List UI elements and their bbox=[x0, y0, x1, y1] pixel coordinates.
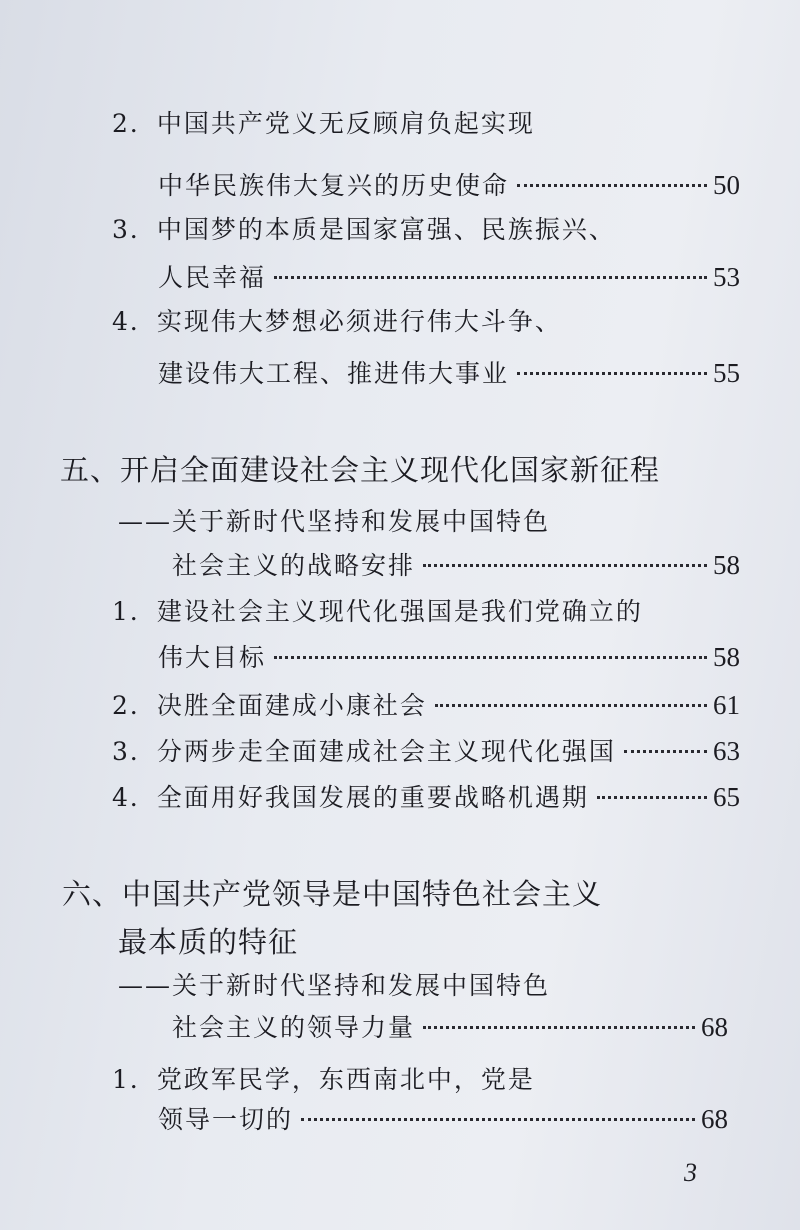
section-6-item-1-line-2: 领导一切的 bbox=[158, 1105, 294, 1134]
folio-page-number: 3 bbox=[684, 1158, 697, 1187]
toc-item-4-line-1: 4．实现伟大梦想必须进行伟大斗争、 bbox=[112, 307, 562, 336]
page-number: 61 bbox=[713, 690, 740, 720]
page-number: 55 bbox=[713, 358, 740, 388]
section-6-subtitle-entry[interactable] bbox=[172, 1012, 728, 1044]
leader-dots bbox=[517, 184, 707, 187]
section-5-title[interactable]: 五、开启全面建设社会主义现代化国家新征程 bbox=[60, 453, 661, 487]
section-6-item-1-line-1: 1．党政军民学，东西南北中，党是 bbox=[112, 1065, 535, 1094]
toc-item-4-line-2: 建设伟大工程、推进伟大事业 bbox=[158, 359, 510, 388]
section-5-item-1-line-1: 1．建设社会主义现代化强国是我们党确立的 bbox=[112, 597, 643, 626]
toc-item-4-entry[interactable] bbox=[158, 358, 740, 390]
section-5-subtitle-line-1: ——关于新时代坚持和发展中国特色 bbox=[118, 507, 551, 536]
section-5-item-4-entry[interactable] bbox=[112, 782, 740, 814]
toc-item-3-line-2: 人民幸福 bbox=[158, 263, 267, 292]
leader-dots bbox=[624, 750, 707, 753]
section-5-subtitle-line-2: 社会主义的战略安排 bbox=[172, 551, 416, 580]
toc-item-3-entry[interactable] bbox=[158, 262, 740, 294]
page-number: 53 bbox=[713, 262, 740, 292]
leader-dots bbox=[301, 1118, 695, 1121]
page-number: 63 bbox=[713, 736, 740, 766]
leader-dots bbox=[274, 276, 707, 279]
leader-dots bbox=[423, 564, 707, 567]
toc-item-2-entry[interactable] bbox=[158, 170, 740, 202]
section-5-item-3-label: 3．分两步走全面建成社会主义现代化强国 bbox=[112, 737, 616, 766]
section-6-subtitle-line-2: 社会主义的领导力量 bbox=[172, 1013, 416, 1042]
section-5-item-2-entry[interactable] bbox=[112, 690, 740, 722]
section-6-title-line-2[interactable]: 最本质的特征 bbox=[118, 925, 299, 959]
leader-dots bbox=[423, 1026, 695, 1029]
section-5-item-1-entry[interactable] bbox=[158, 642, 740, 674]
section-5-item-2-label: 2．决胜全面建成小康社会 bbox=[112, 691, 427, 720]
toc-item-3-line-1: 3．中国梦的本质是国家富强、民族振兴、 bbox=[112, 215, 616, 244]
page-number: 58 bbox=[713, 642, 740, 672]
section-6-title-line-1[interactable]: 六、中国共产党领导是中国特色社会主义 bbox=[62, 877, 603, 911]
page-number: 68 bbox=[701, 1104, 728, 1134]
leader-dots bbox=[597, 796, 707, 799]
leader-dots bbox=[435, 704, 707, 707]
toc-item-2-line-1: 2．中国共产党义无反顾肩负起实现 bbox=[112, 109, 535, 138]
page-number: 65 bbox=[713, 782, 740, 812]
section-6-subtitle-line-1: ——关于新时代坚持和发展中国特色 bbox=[118, 971, 551, 1000]
section-5-item-1-line-2: 伟大目标 bbox=[158, 643, 267, 672]
leader-dots bbox=[274, 656, 707, 659]
section-5-item-3-entry[interactable] bbox=[112, 736, 740, 768]
page-number: 58 bbox=[713, 550, 740, 580]
leader-dots bbox=[517, 372, 707, 375]
section-5-subtitle-entry[interactable] bbox=[172, 550, 740, 582]
page-number: 68 bbox=[701, 1012, 728, 1042]
section-5-item-4-label: 4．全面用好我国发展的重要战略机遇期 bbox=[112, 783, 589, 812]
section-6-item-1-entry[interactable] bbox=[158, 1104, 728, 1136]
page-number: 50 bbox=[713, 170, 740, 200]
toc-item-2-line-2: 中华民族伟大复兴的历史使命 bbox=[158, 171, 510, 200]
